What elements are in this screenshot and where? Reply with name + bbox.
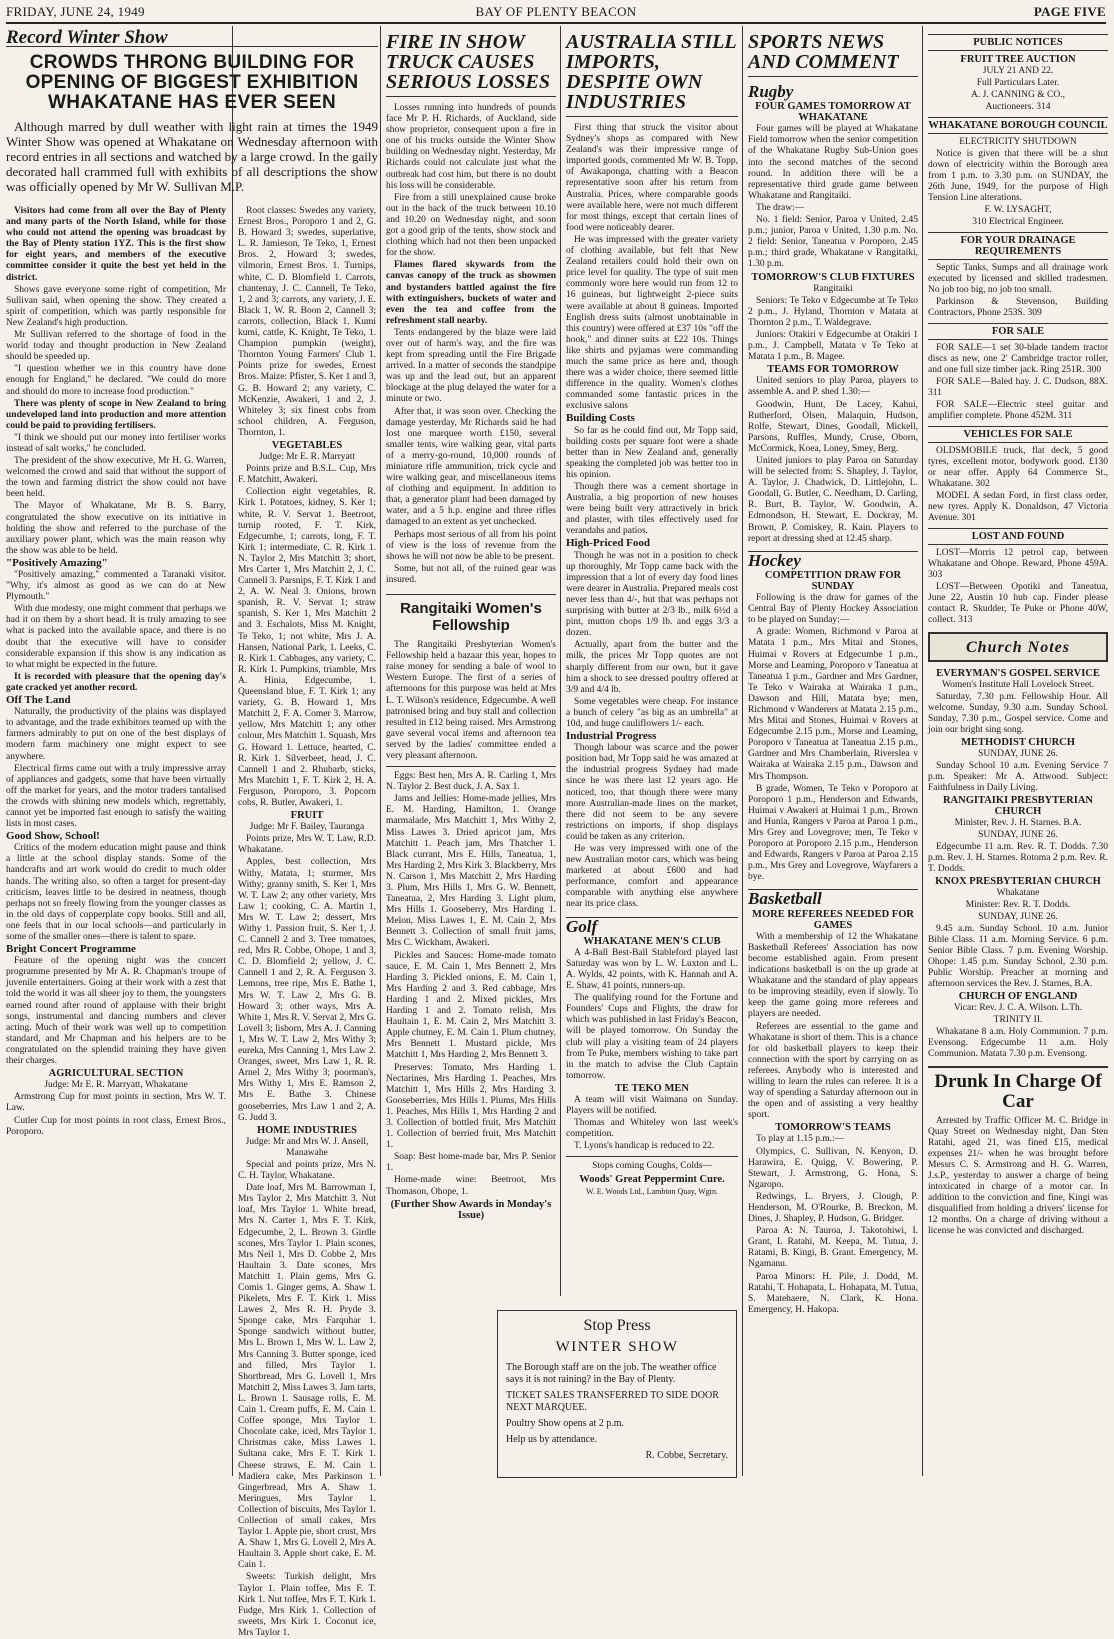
woods-ad-line1: Stops coming Coughs, Colds— xyxy=(592,1161,712,1172)
australia-headline: AUSTRALIA STILL IMPORTS, DESPITE OWN INDUSTRIES xyxy=(566,32,738,117)
drunk-text: Arrested by Traffic Officer M. C. Bridge in Quay Street on Wednesday night, Dan Steu Ratahi, aged 21, was fined £15, medical expenses 21/- when he was brought before Messrs C. S. Armstrong and H. G. Warren, J.s.P., yesterday to answer a charge of being intoxicated in charge of a motor car. In addition to the conviction and fine, Kingi was disqualified from holding a drivers' license for 12 months. On a charge of driving without a license he was convicted and discharged. xyxy=(928,1116,1108,1236)
page-number: PAGE FIVE xyxy=(1033,4,1106,19)
shutdown-role: Electrical Engineer. xyxy=(988,217,1064,227)
notices-column xyxy=(928,30,1108,1480)
stop-press-box xyxy=(497,1310,737,1478)
rugby-article-1 xyxy=(748,124,918,270)
judge-line: Judge: Mr F. Bailey, Tauranga xyxy=(249,822,365,833)
classified-ad: LOST—Between Opotiki and Taneatua, June 22, Austin 10 hub cap. Finder please contact R. Skudder, Te Puke or Phone 40W, collect. 313 xyxy=(928,582,1108,625)
bold-paragraph: Flames flared skywards from the canvas canopy of the truck as showmen and bystanders battled against the fire with extinguishers, buckets of water and even the tea and coffee from the refreshment stall nearby. xyxy=(386,260,556,326)
woods-ad-line2: Woods' Great Peppermint Cure. xyxy=(579,1173,725,1185)
rangitaiki-headline: Rangitaiki Women's Fellowship xyxy=(386,594,556,634)
paragraph: Root classes: Swedes any variety, Ernest Bros., Poroporo 1 and 2, G. B. Howard 3; swedes, superlative, L. R. Jamieson, Te Teko, 1, Ernest Bros. 2, Howard 3; swedes, vilmorin, Ernest Bros. 1. Turnips, white, C. D. Blomfield 1. Carrots, chantenay, J. C. Cannell, Te Teko, 1, 2 and 3; carrots, any variety, J. E. Black 1, W. R. Boon 2, Cannell 3; carrots, collection, Black 1. Kumi kumi, cattle, K. Knight, Te Teko, 1. Champion pumpkin (weight), Thornton Young Farmers' Club 1. Points prize for swedes, Ernest Bros. Maize: Pfister, S. Ker 1 and 3, G. B. Howard 2; any variety, C. McKenzie, Awakeri, 1 and 2, J. Whiteley 3; six finest cobs from school children, A. Ferguson, Thornton, 1. xyxy=(238,206,376,438)
basketball-teams-headline: TOMORROW'S TEAMS xyxy=(775,1122,891,1134)
vehicles-header: VEHICLES FOR SALE xyxy=(928,426,1108,443)
masthead xyxy=(6,4,1106,24)
paragraph: The qualifying round for the Fortune and Founders' Cups and Flights, the draw for which was published in last Friday's Beacon, will be played tomorrow. On Sunday the club will play a visiting team of 24 players from Te Puke, members wishing to take part in the match to advise the Club Captain tomorrow. xyxy=(566,993,738,1081)
paragraph: Olympics, C. Sullivan, N. Kenyon, D. Harawira, E. Quigg, V. Bowering, P. Stewart, J. Armstrong, G. Hona, S. Ngaropo. xyxy=(748,1146,918,1190)
paragraph: Tents endangered by the blaze were laid over out of harm's way, and the fire was kept from spreading until the Fire Brigade arrived. In a matter of seconds the standpipe was up and the lead out, but an apparent blockage at the plug delayed the water for a minute or two. xyxy=(386,327,556,405)
knox-text: 9.45 a.m. Sunday School. 10 a.m. Junior Bible Class. 11 a.m. Morning Service. 6 p.m. Senior Bible Class. 7 p.m. Evening Worship. Ohope: 1.45 p.m. Sunday School, 2.30 p.m. Public Worship. Preacher at morning and afternoon services the Rev. J. Starnes, B.A. xyxy=(928,924,1108,989)
paragraph: Sweets: Turkish delight, Mrs Taylor 1. Plain toffee, Mrs F. T. Kirk 1. Nut toffee, Mrs F. T. Kirk 1. Fudge, Mrs Kirk 1. Collection of sweets, Mrs Kirk 1. Coconut ice, Mrs Taylor 1. xyxy=(238,1572,376,1638)
rugby-headline-3: TEAMS FOR TOMORROW xyxy=(767,364,899,376)
show-kicker: Record Winter Show xyxy=(6,30,378,47)
rugby-article-3 xyxy=(748,376,918,544)
australia-article xyxy=(566,123,738,911)
paragraph: United juniors to play Paroa on Saturday will be selected from: S. Shapley, J. Taylor, A. Taylor, J. Chadwick, D. Littlejohn, L. Goodall, G. Butler, C. Needham, D. Carling, R. Burt, B. Taylor, W. Goodwin, A. Edmondson, H. Stewart, E. Dockray, M. Brown, P. Comiskey, R. Kain. Players to report at dressing shed at 12.45 sharp. xyxy=(748,456,918,544)
drainage-header: FOR YOUR DRAINAGE REQUIREMENTS xyxy=(928,232,1108,260)
paragraph: Perhaps most serious of all from his point of view is the loss of revenue from the shows he will not now be able to be present. xyxy=(386,529,556,562)
subheading: Industrial Progress xyxy=(566,730,657,743)
paragraph: Pickles and Sauces: Home-made tomato sauce, E. M. Cain 1, Mrs Bennett 2, Mrs Harding 3. Pickled onions, E. M. Cain 1, Mrs Harding 2 and 3. Red cabbage, Mrs Harding 1 and 2. Mixed pickles, Mrs Harding 1 and 2. Tomato relish, Mrs Haultain 1, E. M. Cain 2, Mrs Matchitt 3. Apple chutney, E. M. Cain 1. Plum chutney, Mrs Bennett 1. Mustard pickle, Mrs Matchitt 1, Mrs Harding 2, Mrs Bennett 3. xyxy=(386,950,556,1061)
show-headline: CROWDS THRONG BUILDING FOR OPENING OF BIGGEST EXHIBITION WHAKATANE HAS EVER SEEN xyxy=(25,52,359,114)
stop-press-title: Stop Press xyxy=(583,1317,651,1334)
hockey-article xyxy=(748,593,918,883)
methodist-date: SUNDAY, JUNE 26. xyxy=(978,749,1058,759)
rangitaiki-minister: Minister, Rev. J. H. Starnes. B.A. xyxy=(954,818,1082,828)
paper-name: BAY OF PLENTY BEACON xyxy=(475,4,637,19)
rangitaiki-date: SUNDAY, JUNE 26. xyxy=(978,830,1058,840)
stop-press-signature: R. Cobbe, Secretary. xyxy=(645,1450,728,1461)
paragraph: Though he was not in a position to check up thoroughly, Mr Topp came back with the impression that a lot of every day food lines were dearer in Australia. Prepared meals cost never less than 4/-, but that was perhaps not surprising with butter at 2/3 lb., milk 6½d a pint, mutton chops 1/9 lb. and eggs 3/3 a dozen. xyxy=(566,550,738,639)
auction-role-line xyxy=(928,102,1108,113)
england-text: Whakatane 8 a.m. Holy Communion. 7 p.m. Evensong. Edgecumbe 11 a.m. Holy Communion. Matata 7.30 p.m. Evensong. xyxy=(928,1027,1108,1059)
paragraph: The Mayor of Whakatane, Mr B. S. Barry, congratulated the show executive on its initiative in holding the show and referred to the purchase of the auxiliary power plant, which was the main reason why the show was able to be held. xyxy=(6,501,226,556)
england-vicar: Vicar: Rev. J. C. A. Wilson. L.Th. xyxy=(953,1003,1083,1013)
for-sale-header: FOR SALE xyxy=(928,323,1108,340)
subheading: Off The Land xyxy=(6,694,71,707)
paragraph: A team will visit Waimana on Sunday. Players will be notified. xyxy=(566,1094,738,1117)
paragraph: Home-made wine: Beetroot, Mrs Thomason, Ohope, 1. xyxy=(386,1175,556,1197)
shutdown-title: ELECTRICITY SHUTDOWN xyxy=(959,137,1077,147)
subheading: High-Priced Food xyxy=(566,537,651,550)
classified-ad: MODEL A sedan Ford, in first class order, new tyres. Apply K. Donaldson, 47 Victoria Avenue. 301 xyxy=(928,491,1108,523)
paragraph: After that, it was soon over. Checking the damage yesterday, Mr Richards said he had lost one marquee worth £150, several smaller tents, wire walking gear, vital parts of a merry-go-round, 10,000 rounds of miniature rifle ammunition, trick cycle and wire walking gear, and miscellaneous items of clothing and equipment. In addition to that, a generator plant had been damaged by water, and a 5 h.p. engine and three rifles damaged to an extent as yet unchecked. xyxy=(386,406,556,528)
paragraph: Though there was a cement shortage in Australia, a big proportion of new houses were being built very attractively in brick and plaster, with tiles effectively used for verandahs and patios. xyxy=(566,482,738,537)
paragraph: Electrical firms came out with a truly impressive array of appliances and gadgets, some that have been virtually off the market for years, and the motor traders tantalised the crowds with shining new models which, regrettably, cannot yet be imported fast enough to satisfy the waiting lists in most cases. xyxy=(6,763,226,830)
fire-headline: FIRE IN SHOW TRUCK CAUSES SERIOUS LOSSES xyxy=(386,32,556,97)
gospel-header: EVERYMAN'S GOSPEL SERVICE xyxy=(936,668,1100,679)
paragraph: Feature of the opening night was the concert programme presented by Mr A. R. Chapman's troupe of juvenile entertainers. Going at their work with a zest that told the world it was all sheer joy to them, the youngsters earned round after round of applause with their bright songs, instrumental and dancing numbers and clever acting. Much of their work was well up to competition standard, and Mr Chapman and his helpers are to be congratulated on the splendid training they have given their charges. xyxy=(6,956,226,1067)
paragraph: Critics of the modern education might pause and think a little at the school display stands. Some of the handcrafts and art work would do credit to much older hands. The writing also, so often a target for present-day criticism, leaves little to be desired in neatness, though perhaps not so freely flowing from the younger classes as in the old days of copperplate copy books. Still and all, one feels that in our local schools—and particularly in some of the smaller ones—there is talent to spare. xyxy=(6,843,226,942)
paragraph: United seniors to play Paroa, players to assemble A. and P. shed 1.30:— xyxy=(748,376,918,398)
hockey-section: Hockey xyxy=(748,551,918,566)
paragraph: Fire from a still unexplained cause broke out in the back of the truck between 10.10 and 10.20 on Wednesday night, and soon got a good grip of the tents, show stock and clothing which had not then been unpacked for the show. xyxy=(386,192,556,259)
drainage-number: 309 xyxy=(1027,308,1042,318)
subheading: Good Show, School! xyxy=(6,830,100,843)
sports-headline: SPORTS NEWS AND COMMENT xyxy=(748,32,918,77)
fire-article xyxy=(386,103,556,586)
paragraph: Juniors: Otakiri v Edgecumbe at Otakiri 1 p.m., J. Campbell, Matata v Te Teko at Matata 1 p.m., B. Magee. xyxy=(748,329,918,363)
stop-press-p3: Poultry Show opens at 2 p.m. xyxy=(506,1418,625,1429)
paragraph: No. 1 field: Senior, Paroa v United, 2.45 p.m.; junior, Paroa v United, 1.30 p.m. No. 2 field: Senior, Taneatua v Poroporo, 2.45 p.m.; third grade, Whakatane v Rangitaiki, 1.30 p.m. xyxy=(748,215,918,270)
auction-role: Auctioneers. xyxy=(985,102,1034,112)
paragraph: Preserves: Tomato, Mrs Harding 1. Nectarines, Mrs Harding 1. Peaches, Mrs Matchitt 1, Mrs Hills 2, Mrs Harding 3. Gooseberries, Mrs Hills 1. Plums, Mrs Hills 1. Peaches, Mrs Hills 1, Mrs Harding 2 and 3. Collection of bottled fruit, Mrs Matchitt 1. Collection of berried fruit, Mrs Matchitt 1. xyxy=(386,1062,556,1151)
paragraph: Goodwin, Hunt, De Lacey, Kahui, Rutherford, Olsen, Malaquin, Hudson, Rolfe, Stewart, Dines, Goodall, Mickell, Parsons, Ruffles, Mundy, Cruse, Oborn, McCormick, Koea, Loney, Smey, Berg. xyxy=(748,399,918,454)
paragraph: With due modesty, one might comment that perhaps we had it on them by a short head. It is truly amazing to see what is packed into the available space, and there is no doubt that the executive will have to consider considerable expansion if this show is any indication as to what might be expected in the future. xyxy=(6,604,226,670)
bold-paragraph: Visitors had come from all over the Bay of Plenty and many parts of the North Island, while for those who could not attend the opening was broadcast by the Bay of Plenty station 1YZ. This is the first show for eight years, and members of the executive committee consider it quite the best yet held in the district. xyxy=(6,206,226,283)
section-heading: AGRICULTURAL SECTION xyxy=(48,1068,184,1080)
shutdown-signature: F. W. LYSAGHT, xyxy=(984,205,1052,215)
column-rule xyxy=(560,26,561,1296)
divider xyxy=(386,766,556,767)
australia-column xyxy=(566,30,738,1300)
paragraph: He was very impressed with one of the new Australian motor cars, which was being marketed at about £600 and had performance, comfort and appearance comparable with anything else anywhere near its price class. xyxy=(566,844,738,910)
methodist-text: Sunday School 10 a.m. Evening Service 7 p.m. Speaker: Mr A. Attwood. Subject: Faithfulness in Daily Living. xyxy=(928,761,1108,793)
paragraph: Cutler Cup for most points in root class, Ernest Bros., Poroporo. xyxy=(6,1115,226,1137)
paragraph: The Rangitaiki Presbyterian Women's Fellowship held a bazaar this year, hopes to raise money for sending a bale of wool to Western Europe. The first of a series of afternoons for this purpose was held at Mrs L. T. Wilson's residence, Edgecumbe. A well patronised bring and buy stall and collection resulted in £12 being raised. Mrs Armstrong gave several vocal items and afternoon tea served by the ladies' committee ended a very pleasant afternoon. xyxy=(386,640,556,761)
basketball-teams xyxy=(748,1134,918,1316)
judge-line: Judge: Mr and Mrs W. J. Ansell, Manawahe xyxy=(245,1136,369,1158)
paragraph: The draw:— xyxy=(756,202,805,213)
column-rule xyxy=(380,26,381,1476)
drainage-sig-line xyxy=(928,297,1108,319)
woods-ad-line3: W. E. Woods Ltd., Lambton Quay, Wgtn. xyxy=(585,1186,718,1196)
auction-number: 314 xyxy=(1036,102,1051,112)
paragraph: Special and points prize, Mrs N. C. H. Taylor, Whakatane. xyxy=(238,1159,376,1182)
paragraph: A 4-Ball Best-Ball Stableford played last Saturday was won by L. W. Luxton and L. A. Wylds, 42 points, with K. Hannah and A. E. Shaw, 41 points, runners-up. xyxy=(566,947,738,992)
classified-ad: FOR SALE—Baled hay. J. C. Dudson, 88X. 311 xyxy=(928,377,1108,398)
subheading: "Positively Amazing" xyxy=(6,556,108,569)
rugby-headline-2: TOMORROW'S CLUB FIXTURES xyxy=(751,271,915,283)
auction-title: FRUIT TREE AUCTION xyxy=(960,54,1076,65)
fire-column xyxy=(386,30,556,1300)
auction-particulars: Full Particulars Later. xyxy=(976,78,1060,88)
paragraph: "Positively amazing," commented a Taranaki visitor. "Why, it's almost as good as we can do at New Plymouth." xyxy=(6,570,226,603)
classified-ad: OLDSMOBILE truck, flat deck, 5 good tyres, excellent motor, bodywork good. £130 or near offer. Apply 64 Commerce St., Whakatane. 302 xyxy=(928,446,1108,489)
paragraph: Collection eight vegetables, R. Kirk 1. Potatoes, kidney, S. Ker 1; white, R. V. Servat 1. Beetroot, turnip rooted, F. T. Kirk, Edgecumbe, 1; carrots, long, F. T. Kirk 1; intermediate, C. R. Kirk 1. N. Taylor 2, Mrs Matchitt 3; short, Mrs Carter 1, Mrs Matchitt 2, J. C. Cannell 3. Parsnips, F. T. Kirk 1 and 2, A. W. Neal 3. Onions, brown spanish, R. V. Servat 1; straw spanish, S. Ker 1, Mrs Matchitt 2 and 3. Eschalots, Miss M. Knight, Te Teko, 1; not white, Mrs J. A. Hansen, National Park, 1. Leeks, C. R. Kirk 1. Cabbages, any variety, C. R. Kirk 1. Pumpkins, triamble, Mrs A. Hinia, Edgecumbe, 1. Queensland blue, F. T. Kirk 1; any variety, G. B. Howard 1, Mrs Matchitt 2, F. A. Comer 3. Marrow, yellow, Mrs Matchitt 1; any other colour, Mrs Matchitt 1. Squash, Mrs G. Howard 1. Lettuce, hearted, C. R. Kirk 1. Silverbeet, head, J. C. Cannell 1 and 2. Rhubarb, sticks, Mrs Matchitt 1, F. T. Kirk 2, H. A. Ferguson, Poroporo, 3. Popcorn cobs, R. Butler, Awakeri, 1. xyxy=(238,487,376,808)
paragraph: T. Lyons's handicap is reduced to 22. xyxy=(574,1141,715,1152)
show-article xyxy=(6,206,226,1476)
lost-found-list xyxy=(928,548,1108,626)
paragraph: Shows gave everyone some right of competition, Mr Sullivan said, when opening the show. They created a spirit of competition, which was partly responsible for New Zealand's high production. xyxy=(6,284,226,328)
paragraph: Some, but not all, of the ruined gear was insured. xyxy=(386,563,556,585)
paragraph: With a membership of 12 the Whakatane Basketball Referees' Association has now become established again. From present indications basketball is on the up grade at Whakatane and the standard of play appears to be improving steadily, even if slowly. To keep the game going more referees and players are needed. xyxy=(748,931,918,1020)
show-lead: Although marred by dull weather with light rain at times the 1949 Winter Show was opened at Whakatane on Wednesday afternoon with record entries in all sections and watched by a large crowd. In the gaily decorated hall crammed full with exhibits of all descriptions the show was officially opened by Mr W. Sullivan M.P. xyxy=(6,119,378,195)
basketball-article xyxy=(748,932,918,1122)
auction-date: JULY 21 AND 22. xyxy=(982,66,1054,76)
stop-press-sub: WINTER SHOW xyxy=(555,1339,679,1355)
knox-header: KNOX PRESBYTERIAN CHURCH xyxy=(935,876,1101,887)
judge-line: Judge: Mr E. R. Marryatt, Whakatane xyxy=(44,1080,188,1091)
paragraph: Referees are essential to the game and Whakatane is short of them. This is a chance for old basketball players to keep their connection with the sport by carrying on as referees. Anybody who is interested and willing to learn the rules can referee. It is a way of spending a Saturday afternoon out in the open and of assisting a very healthy sport. xyxy=(748,1021,918,1121)
paragraph: Seniors: Te Teko v Edgecumbe at Te Teko 2 p.m., J. Hyland, Thornton v Matata at Thornton 2 p.m., T. Waldegrave. xyxy=(748,295,918,328)
auction-firm: A. J. CANNING & CO., xyxy=(971,90,1065,100)
subheading: Building Costs xyxy=(566,412,635,425)
paragraph: Jams and Jellies: Home-made jellies, Mrs E. M. Harding, Hamilton, 1. Orange marmalade, Mrs Matchitt 1, Mrs Withy 2, Miss Lawes 3. Dried apricot jam, Mrs Matchitt 1. Peach jam, Mrs Thatcher 1. Black currant, Mrs E. Hills, Taneatua, 1, Mrs Harding 2, Mrs Kirk 3. Blackberry, Mrs N. Carson 1, Mrs Matchitt 2, Mrs Harding 3. Plum, Mrs Hills 1, Mrs G. W. Bennett, Taneatua, 2, Mrs Harding 3. Light plum, Mrs Hills 1. Gooseberry, Mrs Harding 1. Melon, Miss Lawes 1, E. M. Cain 2, Mrs Bennett 3. Collection of small fruit jams, Mrs C. Wickham, Awakeri. xyxy=(386,794,556,949)
paragraph: Actually, apart from the butter and the milk, the prices Mr Topp quotes are not sharply different from our own, but it gave him a shock to see dressed poultry offered at 3/9 and 4/4 lb. xyxy=(566,640,738,695)
paragraph: Apples, best collection, Mrs Withy, Matata, 1; sturmer, Mrs Withy; granny smith, S. Ker 1, Mrs W. T. Law 2; any other variety, Mrs Law 1; cooking, C. A. Martin 1, Mrs W. T. Law 2; dessert, Mrs Withy 1. Passion fruit, S. Ker 1, J. C. Cannell 2 and 3. Tree tomatoes, red, Mrs R. Cobbe, Ohope, 1 and 3, C. D. Blomfield 2; yellow, J. C. Cannell 1 and 2, R. A. Ferguson 3. Lemons, tree ripe, Mrs E. Bathe 1, Mrs W. T. Law 2, Mrs G. B. Howard 3; other ways, Mrs A. White 1, Mrs R. V. Servat 2, Mrs G. Lovell 3; lisborn, Mrs A. J. Canning 1, Mrs W. T. Law 2, Mrs Withy 3; eureka, Mrs Canning 1, Mrs Law 2. Oranges, sweet, Mrs Law 1, R. R. Arnel 2, Mrs Withy 3; poorman's, Mrs Withy 1, Mrs E. Ramson 2, Mrs E. Bathe 3. Chinese gooseberries, Mrs Law 1 and 2, A. G. Judd 3. xyxy=(238,857,376,1123)
column-rule xyxy=(742,26,743,1476)
golf-article xyxy=(566,948,738,1082)
paragraph: B grade, Women, Te Teko v Poroporo at Poroporo 1 p.m., Henderson and Edwards, Huimai v Awakeri at Huimai 1 p.m., Brown and Hunia, Rangers v Paroa at Paroa 1 p.m., Mrs Grey and Lovegrove; men, Te Teko v Poroporo at Poroporo 2.15 p.m., Henderson and Edwards, Rangers v Paroa at Paroa 2.15 p.m., Mrs Grey and Lovegrove, Wayfarers a bye. xyxy=(748,783,918,883)
stop-press-p4: Help us by attendance. xyxy=(506,1434,598,1445)
knox-minister: Minister: Rev. R. T. Dodds. xyxy=(965,900,1071,910)
england-trinity: TRINITY II. xyxy=(993,1015,1043,1025)
rangitaiki-church-header: RANGITAIKI PRESBYTERIAN CHURCH xyxy=(942,795,1094,817)
paragraph: Date loaf, Mrs M. Barrowman 1, Mrs Taylor 2, Mrs Matchitt 3. Nut loaf, Mrs Taylor 1. White bread, Mrs N. Carter 1, Mrs F. T. Kirk, Edgecumbe, 2, L. Brown 3. Girdle scones, Mrs Taylor 1. Plain scones, Mrs Neil 1, Mrs D. Cobbe 2, Mrs Haultain 3. Date scones, Mrs Matchitt 1. Plain gems, Mrs G. Comis 1. Ginger gems, A. Shaw 1. Pikelets, Mrs F. T. Kirk 1. Miss Lawes 2, Mrs R. H. Pryde 3. Sponge cake, Mrs Farquhar 1. Sponge sandwich without butter, Mrs L. Brown 1, Mrs W. L. Law 2, Mrs Canning 3. Butter sponge, iced and filled, Mrs Taylor 1. Shortbread, Mrs G. Lovell 1, Mrs Matchitt 2, Miss Lawes 3. Jam tarts, L. Brown 1. Sausage rolls, E. M. Cain 1. Cream puffs, E. M. Cain 1. Coffee sponge, Mrs Taylor 1. Chocolate cake, iced, Mrs Taylor 1. Christmas cake, Miss Lawes 1. Sultana cake, Mrs F. T. Kirk 1. Cheese straws, E. M. Cain 1. Madiera cake, Mrs Parkinson 1. Gingerbread, Mrs A. Shaw 1. Meringues, Mrs Taylor 1. Collection of biscuits, Mrs Taylor 1. Collection of small cakes, Mrs Taylor 1. Apple pie, short crust, Mrs A. Shaw 1, Mrs G. Lovell 2, Mrs A. Haultain 3. Apple short cake, E. M. Cain 1. xyxy=(238,1183,376,1571)
paragraph: Some vegetables were cheap. For instance a bunch of celery "as big as an umbrella" at 10d, and huge cauliflowers 1/- each. xyxy=(566,696,738,729)
show-results xyxy=(238,206,376,1638)
column-rule xyxy=(922,26,923,1476)
hockey-headline: COMPETITION DRAW FOR SUNDAY xyxy=(764,569,902,592)
paragraph: "I think we should put our money into fertiliser works instead of salt works," he concluded. xyxy=(6,432,226,454)
paragraph: Points prize, Mrs W. T. Law, R.D. Whakatane. xyxy=(238,834,376,856)
classified-ad: FOR SALE—Electric steel guitar and amplifier complete. Phone 452M. 311 xyxy=(928,400,1108,421)
paragraph: Eggs: Best hen, Mrs A. R. Carling 1, Mrs N. Taylor 2. Best duck, J. A. Sax 1. xyxy=(386,771,556,793)
classified-ad: LOST—Morris 12 petrol cap, between Whakatane and Ohope. Reward, Phone 459A. 303 xyxy=(928,548,1108,580)
sports-column xyxy=(748,30,918,1480)
paragraph: Redwings, L. Bryers, J. Clough, P. Henderson, M. O'Rourke, B. Breckon, M. Dines, J. Shapley, P. Hudson, G. Bridger. xyxy=(748,1191,918,1225)
classified-ad: FOR SALE—1 set 30-blade tandem tractor discs as new, one 2' Cambridge tractor roller, and one full size timber jack. Ring 251R. 300 xyxy=(928,343,1108,375)
for-sale-list xyxy=(928,343,1108,422)
rugby-headline-1: FOUR GAMES TOMORROW AT WHAKATANE xyxy=(755,101,911,124)
lost-found-header: LOST AND FOUND xyxy=(928,528,1108,545)
rugby-article-2 xyxy=(748,296,918,364)
basketball-section: Basketball xyxy=(748,889,918,904)
drainage-text: Septic Tanks, Sumps and all drainage work executed by licensed and skilled tradesmen. No job too big, no job too small. xyxy=(928,263,1108,295)
section-heading: (Further Show Awards in Monday's Issue) xyxy=(390,1198,552,1221)
shutdown-role-line xyxy=(928,217,1108,228)
paragraph: Soap: Best home-made bar, Mrs P. Senior 1. xyxy=(386,1152,556,1174)
paragraph: Points prize and B.S.L. Cup, Mrs F. Matchitt, Awakeri. xyxy=(238,464,376,486)
paragraph: Mr Sullivan referred to the shortage of food in the world today and thought production in New Zealand should be speeded up. xyxy=(6,330,226,363)
stop-press-p2: TICKET SALES TRANSFERRED TO SIDE DOOR NEXT MARQUEE. xyxy=(506,1390,719,1413)
paragraph: Armstrong Cup for most points in section, Mrs W. T. Law. xyxy=(6,1092,226,1114)
home-industries-results xyxy=(386,771,556,1221)
bold-paragraph: It is recorded with pleasure that the opening day's gate cracked yet another record. xyxy=(6,671,226,693)
section-heading: FRUIT xyxy=(290,810,324,822)
rangitaiki-article xyxy=(386,640,556,762)
borough-header: WHAKATANE BOROUGH COUNCIL xyxy=(928,117,1108,134)
gospel-text: Saturday, 7.30 p.m. Fellowship Hour. All welcome. Sunday, 9.30 a.m. Sunday School. Sunday, 7.30 p.m., Gospel service. Come and join our bright sing song. xyxy=(928,692,1108,735)
golf-headline: WHAKATANE MEN'S CLUB xyxy=(583,935,721,947)
paragraph: The president of the show executive, Mr H. G. Warren, welcomed the crowd and said that without the support of the town and farming district the show could not have been held. xyxy=(6,456,226,500)
paragraph: To play at 1.15 p.m.:— xyxy=(756,1134,845,1145)
golf-section: Golf xyxy=(566,917,738,932)
paragraph: Thomas and Whiteley won last week's competition. xyxy=(566,1118,738,1140)
paragraph: Paroa A: N. Tauroa, J. Takotohiwi, I. Grant, I. Ratahi, M. Keepa, M. Tutua, J. Ratami, B. Kingi, B. Grant. Emergency, M. Ngamanu. xyxy=(748,1226,918,1270)
knox-date: SUNDAY, JUNE 26. xyxy=(978,912,1058,922)
paragraph: "I question whether we in this country have done enough for England," he declared. "We could do more and should do more to increase food production." xyxy=(6,364,226,397)
basketball-headline: MORE REFEREES NEEDED FOR GAMES xyxy=(752,908,914,931)
paragraph: Naturally, the productivity of the plains was displayed to advantage, and the trade exhibitors teamed up with the farmers admirably to put on one of the best displays of modern farm machinery one might expect to see anywhere. xyxy=(6,707,226,762)
paragraph: Following is the draw for games of the Central Bay of Plenty Hockey Association to be played on Sunday:— xyxy=(748,593,918,626)
issue-date: FRIDAY, JUNE 24, 1949 xyxy=(6,4,145,19)
church-notes-banner: Church Notes xyxy=(928,632,1108,662)
gospel-sub: Women's Institute Hall Lovelock Street. xyxy=(941,680,1095,690)
rugby-section: Rugby xyxy=(748,82,794,101)
paragraph: Paroa Minors: H. Pile, J. Dodd, M. Ratahi, T. Hohapata, L. Hohapata, M. Tutua, S. Matehaere, N. Clark, K. Hona. Emergency, H. Hakopa. xyxy=(748,1271,918,1315)
stop-press-p1: The Borough staff are on the job. The weather office says it is not raining? in the Bay of Plenty. xyxy=(506,1362,717,1385)
bold-paragraph: There was plenty of scope in New Zealand to bring undeveloped land into production and more attention could be paid to providing fertilisers. xyxy=(6,398,226,431)
drunk-headline: Drunk In Charge Of Car xyxy=(928,1066,1108,1112)
paragraph: First thing that struck the visitor about Sydney's shops as compared with New Zealand's was their impressive range of imported goods, commented Mr W. B. Topp, of Awakaponga, chatting with a Beacon representative soon after his return from Australia. Prices, where comparable goods were available here, were not much different for most things, except that certain lines of food were noticeably dearer. xyxy=(566,123,738,233)
paragraph: A grade: Women, Richmond v Paroa at Matata 1 p.m., Mrs Mitai and Stones, Huimai v Rovers at Edgecumbe 1 p.m., Morse and Leaming, Poroporo v Taneatua at Taneatua 1 p.m., Gardner and Mrs Gardner, Te Teko v Wairaka at Wairaka 1 p.m., Dawson and Hill, Matata bye; men, Richmond v Wanderers at Matata 2.15 p.m., Mrs Mitai and Stones, Huimai v Rovers at Edgecumbe 2.15 p.m., Morse and Leaming, Poroporo v Taneatua at Taneatua 2.15 p.m., Gardner and Mrs Chamberlain, Riverslea v Wairaka at Wairaka 2.15 p.m., Dawson and Mrs Thompson. xyxy=(748,627,918,782)
paragraph: So far as he could find out, Mr Topp said, building costs per square foot were a shade better than in New Zealand and, generally speaking the completed job was better too in his opinion. xyxy=(566,425,738,480)
paragraph: Though labour was scarce and the power position bad, Mr Topp said he was amazed at the industrial progress Sydney had made since he was there last 12 years ago. He noticed, too, that though there were many more Australian-made lines on the market, there did not seem to be any severe restrictions on imports, if shop displays could be taken as any criterion. xyxy=(566,743,738,842)
judge-line: Judge: Mr E. R. Marryatt xyxy=(258,452,356,463)
public-notices-header: PUBLIC NOTICES xyxy=(928,34,1108,51)
te-teko-article xyxy=(566,1095,738,1152)
divider xyxy=(566,1156,738,1157)
knox-where: Whakatane xyxy=(996,888,1040,898)
shutdown-text: Notice is given that there will be a shut down of electricity within the Borough area from 1 p.m. to 3.30 p.m. on SUNDAY, the 26th June, 1949, for the purpose of High Tension Line alterations. xyxy=(928,149,1108,203)
paragraph: He was impressed with the greater variety of clothing available, but felt that New Zealand retailers could hold their own on price level for quality. The type of suit men commonly wore here would run from 12 to 16 guineas, but lightweight 2-piece suits were available at about 8 guineas. Imported English dress suits (almost unobtainable in this country) were offered at £37 10s "off the hook," and dinner suits at £22 10s. Things like shirts and pyjamas were commanding much the same price as here and, though there was a wider choice, there seemed little difference in the quality. Women's clothes commanded some fantastic prices in the exclusive salons xyxy=(566,234,738,412)
paragraph: Losses running into hundreds of pounds face Mr P. H. Richards, of Auckland, side show proprietor, consequent upon a fire in one of his trucks outside the Winter Show building on Wednesday night. Yesterday, Mr Richards could not calculate just what the outbreak had cost him, but there is no doubt his loss will be considerable. xyxy=(386,103,556,191)
england-header: CHURCH OF ENGLAND xyxy=(958,991,1078,1002)
methodist-header: METHODIST CHURCH xyxy=(961,737,1075,748)
rangitaiki-church-text: Edgecumbe 11 a.m. Rev. R. T. Dodds. 7.30 p.m. Rev. J. H. Starnes. Rotoma 2 p.m. Rev. R. T. Dodds. xyxy=(928,842,1108,874)
paragraph: Four games will be played at Whakatane Field tomorrow when the senior competition of the Whakatane Rugby Sub-Union goes into the second matches of the second round. In addition there will be a representative third grade game between Whakatane and Rangitaiki. xyxy=(748,124,918,201)
section-heading: VEGETABLES xyxy=(271,439,343,451)
shutdown-number: 310 xyxy=(972,217,987,227)
section-heading: HOME INDUSTRIES xyxy=(256,1124,358,1136)
rugby-sub-2: Rangitaiki xyxy=(813,283,853,294)
te-teko-headline: TE TEKO MEN xyxy=(615,1082,689,1094)
vehicles-list xyxy=(928,446,1108,524)
drainage-signature: Parkinson & Stevenson, Building Contractors, Phone 253S. xyxy=(928,297,1108,318)
subheading: Bright Concert Programme xyxy=(6,943,136,956)
